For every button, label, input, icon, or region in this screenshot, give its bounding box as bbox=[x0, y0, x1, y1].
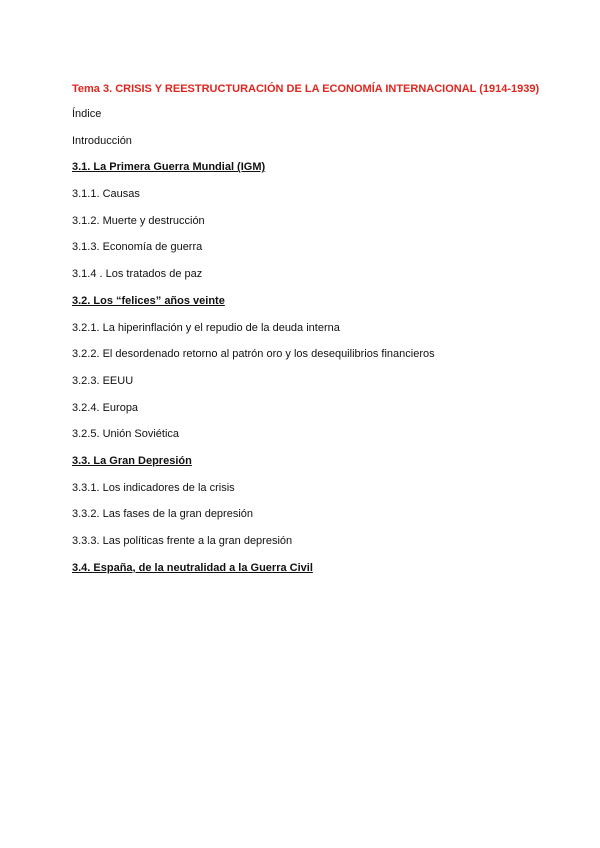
section-heading: 3.3. La Gran Depresión bbox=[72, 454, 192, 467]
toc-item: 3.3.2. Las fases de la gran depresión bbox=[72, 508, 254, 521]
document-page bbox=[72, 82, 542, 588]
toc-item: 3.2.3. EEUU bbox=[72, 374, 134, 387]
toc-item: 3.1.1. Causas bbox=[72, 188, 140, 201]
toc-item: 3.1.4 . Los tratados de paz bbox=[72, 268, 203, 281]
section-heading: 3.2. Los “felices” años veinte bbox=[72, 294, 225, 307]
toc-item: 3.2.2. El desordenado retorno al patrón oro y los desequilibrios financieros bbox=[72, 348, 435, 361]
toc-item: Introducción bbox=[72, 134, 132, 147]
toc-item: Índice bbox=[72, 108, 102, 120]
toc-item: 3.2.4. Europa bbox=[72, 401, 139, 414]
toc-item: 3.2.5. Unión Soviética bbox=[72, 428, 180, 441]
toc-item: 3.1.3. Economía de guerra bbox=[72, 241, 203, 254]
toc-item: 3.3.3. Las políticas frente a la gran depresión bbox=[72, 535, 293, 547]
toc-item: 3.1.2. Muerte y destrucción bbox=[72, 214, 205, 227]
section-heading: 3.4. España, de la neutralidad a la Guerra Civil bbox=[72, 561, 313, 574]
toc-item: 3.2.1. La hiperinflación y el repudio de la deuda interna bbox=[72, 321, 340, 334]
toc-item: 3.3.1. Los indicadores de la crisis bbox=[72, 481, 235, 494]
document-title: Tema 3. CRISIS Y REESTRUCTURACIÓN DE LA ECONOMÍA INTERNACIONAL (1914-1939) bbox=[72, 83, 540, 95]
section-heading: 3.1. La Primera Guerra Mundial (IGM) bbox=[72, 161, 266, 174]
table-of-contents bbox=[72, 108, 542, 588]
